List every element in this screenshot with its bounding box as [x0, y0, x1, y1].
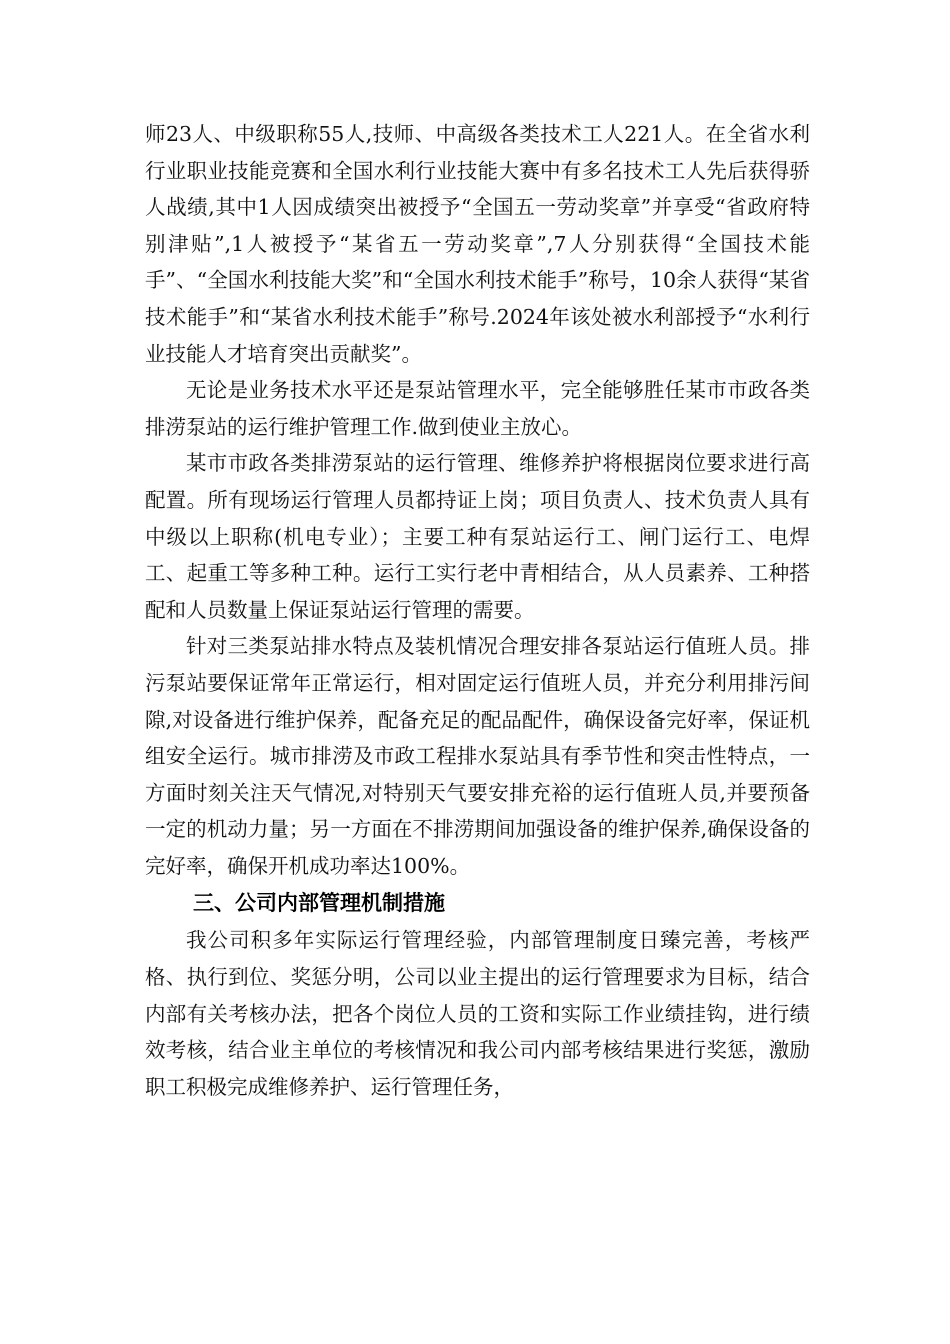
paragraph-staffing-configuration: 某市市政各类排涝泵站的运行管理、维修养护将根据岗位要求进行高配置。所有现场运行管理人员都持证上岗；项目负责人、技术负责人具有中级以上职称(机电专业）；主要工种有泵站运行工、闸门运行工、电焊工、起重工等多种工种。运行工实行老中青相结合，从人员素养、工种搭配和人员数量上保证泵站运行管理的需要。: [145, 451, 810, 622]
paragraph-staff-awards: 师23人、中级职称55人,技师、中高级各类技术工人221人。在全省水利行业职业技能竞赛和全国水利行业技能大赛中有多名技术工人先后获得骄人战绩,其中1人因成绩突出被授予“全国五一劳动奖章”并享受“省政府特别津贴”,1人被授予“某省五一劳动奖章”,7人分别获得“全国技术能手”、“全国水利技能大奖”和“全国水利技术能手”称号，10余人获得“某省技术能手”和“某省水利技术能手”称号.2024年该处被水利部授予“水利行业技能人才培育突出贡献奖”。: [145, 122, 810, 366]
document-body: [145, 116, 810, 1105]
section-heading-internal-management: 三、公司内部管理机制措施: [193, 891, 445, 916]
paragraph-duty-arrangement: 针对三类泵站排水特点及装机情况合理安排各泵站运行值班人员。排污泵站要保证常年正常运行，相对固定运行值班人员，并充分利用排污间隙,对设备进行维护保养，配备充足的配品配件，确保设备完好率，保证机组安全运行。城市排涝及市政工程排水泵站具有季节性和突击性特点，一方面时刻关注天气情况,对特别天气要安排充裕的运行值班人员,并要预备一定的机动力量；另一方面在不排涝期间加强设备的维护保养,确保设备的完好率，确保开机成功率达100%。: [145, 634, 810, 878]
paragraph-capability: 无论是业务技术水平还是泵站管理水平，完全能够胜任某市市政各类排涝泵站的运行维护管理工作.做到使业主放心。: [145, 378, 810, 439]
paragraph-internal-management: 我公司积多年实际运行管理经验，内部管理制度日臻完善，考核严格、执行到位、奖惩分明，公司以业主提出的运行管理要求为目标，结合内部有关考核办法，把各个岗位人员的工资和实际工作业绩挂钩，进行绩效考核，结合业主单位的考核情况和我公司内部考核结果进行奖惩，激励职工积极完成维修养护、运行管理任务，: [145, 928, 810, 1099]
